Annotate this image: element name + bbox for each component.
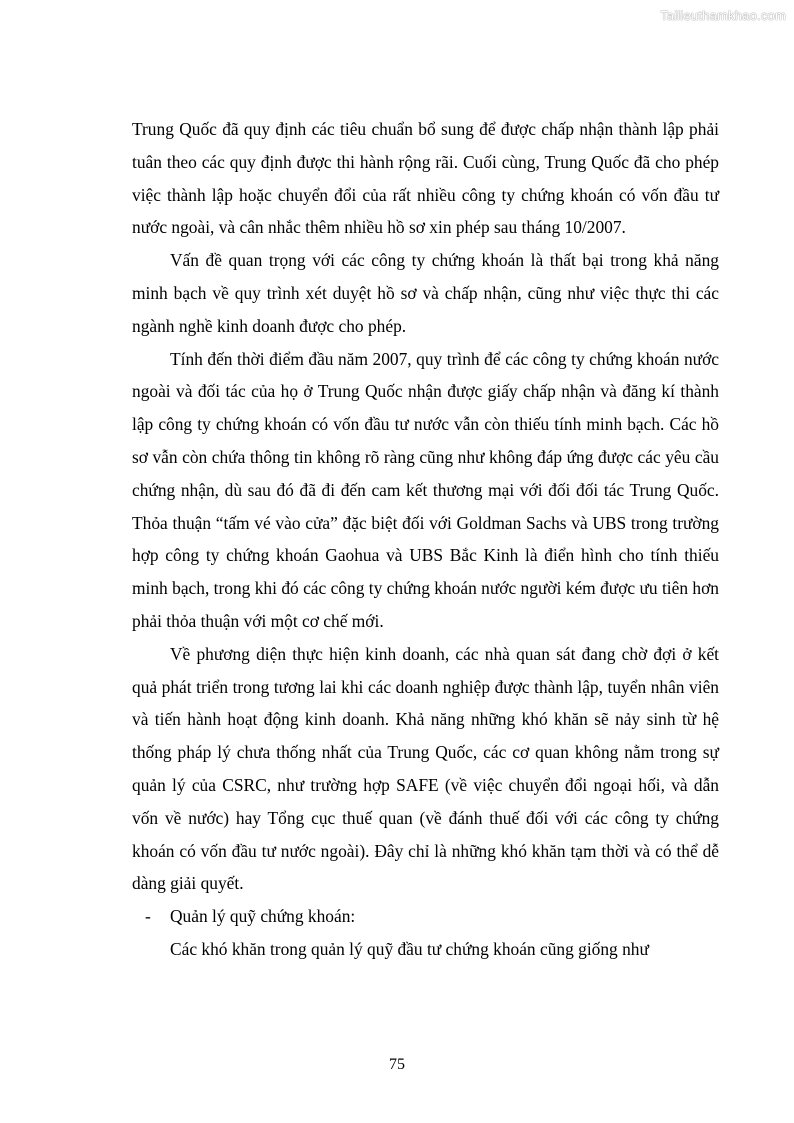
paragraph-3: Tính đến thời điểm đầu năm 2007, quy trình để các công ty chứng khoán nước ngoài và đối tác của họ ở Trung Quốc nhận được giấy chấp nhận và đăng kí thành lập công ty chứng khoán có vốn đầu tư nước vẫn còn thiếu tính minh bạch. Các hồ sơ vẫn còn chứa thông tin không rõ ràng cũng như không đáp ứng được các yêu cầu chứng nhận, dù sau đó đã đi đến cam kết thương mại với đối đối tác Trung Quốc. Thỏa thuận “tấm vé vào cửa” đặc biệt đối với Goldman Sachs và UBS trong trường hợp công ty chứng khoán Gaohua và UBS Bắc Kinh là điển hình cho tính thiếu minh bạch, trong khi đó các công ty chứng khoán nước người kém được ưu tiên hơn phải thỏa thuận với một cơ chế mới. — [132, 348, 719, 631]
paragraph-4: Về phương diện thực hiện kinh doanh, các nhà quan sát đang chờ đợi ở kết quả phát triển trong tương lai khi các doanh nghiệp được thành lập, tuyển nhân viên và tiến hành hoạt động kinh doanh. Khả năng những khó khăn sẽ nảy sinh từ hệ thống pháp lý chưa thống nhất của Trung Quốc, các cơ quan không nằm trong sự quản lý của CSRC, như trường hợp SAFE (về việc chuyển đổi ngoại hối, và dẫn vốn về nước) hay Tổng cục thuế quan (về đánh thuế đối với các công ty chứng khoán có vốn đầu tư nước ngoài). Đây chỉ là những khó khăn tạm thời và có thể dễ dàng giải quyết. — [132, 643, 719, 894]
bullet-item — [132, 900, 719, 933]
bullet-text: Quản lý quỹ chứng khoán: — [170, 906, 356, 927]
bullet-marker: - — [145, 906, 151, 927]
document-body — [132, 113, 719, 966]
paragraph-2: Vấn đề quan trọng với các công ty chứng khoán là thất bại trong khả năng minh bạch về quy trình xét duyệt hồ sơ và chấp nhận, cũng như việc thực thi các ngành nghề kinh doanh được cho phép. — [132, 250, 719, 336]
paragraph-5: Các khó khăn trong quản lý quỹ đầu tư chứng khoán cũng giống như — [170, 938, 649, 959]
paragraph-1: Trung Quốc đã quy định các tiêu chuẩn bổ sung để được chấp nhận thành lập phải tuân theo các quy định được thi hành rộng rãi. Cuối cùng, Trung Quốc đã cho phép việc thành lập hoặc chuyển đổi của rất nhiều công ty chứng khoán có vốn đầu tư nước ngoài, và cân nhắc thêm nhiều hồ sơ xin phép sau tháng 10/2007. — [132, 119, 719, 238]
watermark: Tailieuthamkhao.com — [660, 8, 786, 23]
page-number: 75 — [389, 1056, 405, 1073]
